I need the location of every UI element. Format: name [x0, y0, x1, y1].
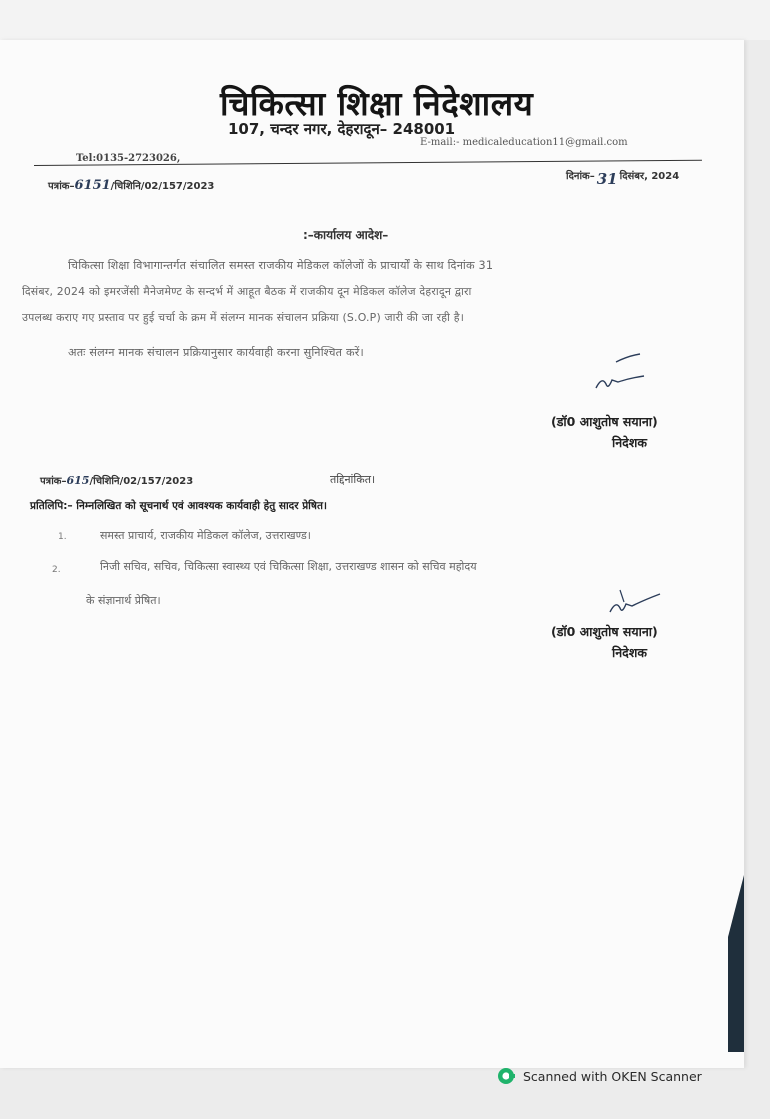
signature-icon — [588, 350, 658, 400]
reference-suffix: /चिशिनि/02/157/2023 — [110, 181, 215, 192]
copy-reference-prefix: पत्रांक– — [40, 476, 67, 487]
list-item-number: 1. — [58, 532, 67, 542]
document-date — [566, 165, 680, 188]
scanner-watermark — [497, 1067, 702, 1085]
signatory-designation: निदेशक — [612, 435, 647, 450]
reference-handwritten-number: 6151 — [74, 178, 111, 193]
copy-reference-suffix: /चिशिनि/02/157/2023 — [89, 476, 194, 487]
reference-number — [48, 178, 214, 193]
letterhead-telephone: Tel:0135-2723026, — [76, 153, 181, 164]
copy-reference-handwritten-number: 615 — [66, 474, 90, 487]
list-item-text: समस्त प्राचार्य, राजकीय मेडिकल कॉलेज, उत्तराखण्ड। — [100, 529, 311, 542]
order-line: अतः संलग्न मानक संचालन प्रक्रियानुसार कार्यवाही करना सुनिश्चित करें। — [68, 346, 364, 359]
scanner-label: Scanned with OKEN Scanner — [523, 1068, 702, 1084]
copy-reference-number — [40, 473, 193, 487]
background-strip — [0, 0, 770, 40]
order-line: दिसंबर, 2024 को इमरजेंसी मैनेजमेण्ट के सन्दर्भ में आहूत बैठक में राजकीय दून मेडिकल कॉलेज देहरादून द्वारा — [22, 285, 472, 298]
date-handwritten-day: 31 — [596, 170, 618, 188]
list-item-number: 2. — [52, 565, 61, 575]
letterhead-title: चिकित्सा शिक्षा निदेशालय — [220, 84, 534, 123]
copy-dated: तद्दिनांकित। — [330, 473, 376, 486]
signature-icon — [600, 582, 670, 622]
date-rest: दिसंबर, 2024 — [619, 171, 680, 182]
date-prefix: दिनांक– — [566, 171, 595, 182]
order-line: चिकित्सा शिक्षा विभागान्तर्गत संचालित समस्त राजकीय मेडिकल कॉलेजों के प्राचार्यों के साथ दिनांक 31 — [68, 259, 494, 272]
list-item-text: निजी सचिव, सचिव, चिकित्सा स्वास्थ्य एवं चिकित्सा शिक्षा, उत्तराखण्ड शासन को सचिव महोदय — [100, 560, 477, 573]
office-order-heading: :–कार्यालय आदेश– — [303, 228, 389, 242]
order-line: उपलब्ध कराए गए प्रस्ताव पर हुई चर्चा के क्रम में संलग्न मानक संचालन प्रक्रिया (S.O.P) जारी की जा रही है। — [22, 311, 465, 324]
reference-prefix: पत्रांक– — [48, 181, 75, 192]
signatory-name: (डॉ0 आशुतोष सयाना) — [551, 624, 658, 639]
signatory-name: (डॉ0 आशुतोष सयाना) — [551, 414, 658, 429]
copy-to-heading: प्रतिलिपि:– निम्नलिखित को सूचनार्थ एवं आवश्यक कार्यवाही हेतु सादर प्रेषित। — [30, 500, 327, 512]
list-item-text-continued: के संज्ञानार्थ प्रेषित। — [86, 594, 161, 607]
oken-scanner-logo-icon — [497, 1067, 515, 1085]
letterhead-address: 107, चन्दर नगर, देहरादून– 248001 — [228, 120, 456, 138]
letterhead-email: E-mail:- medicaleducation11@gmail.com — [420, 137, 628, 148]
signatory-designation: निदेशक — [612, 645, 647, 660]
document-page — [0, 40, 744, 1068]
